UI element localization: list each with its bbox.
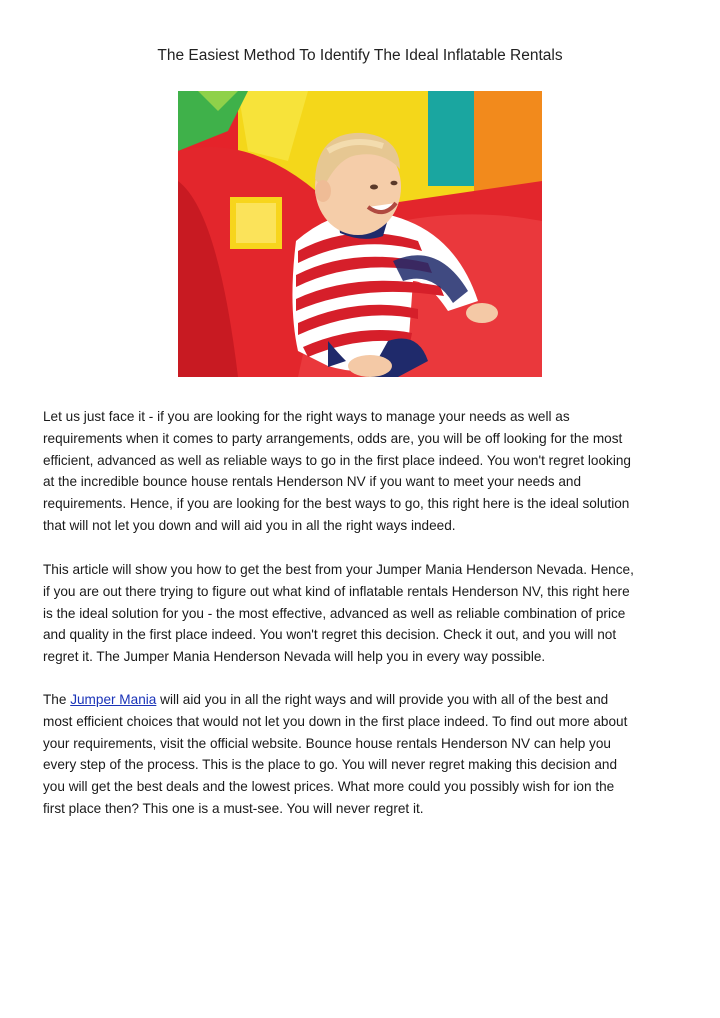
paragraph-text: The — [43, 692, 71, 707]
paragraph-line: that will not let you down and will aid you in all the right ways indeed. — [43, 517, 456, 533]
document-title: The Easiest Method To Identify The Ideal Inflatable Rentals — [157, 47, 563, 64]
paragraph-line: regret it. The Jumper Mania Henderson Nevada will help you in every way possible. — [43, 649, 546, 665]
paragraph-line: Let us just face it - if you are looking for the right ways to manage your needs as well as — [43, 409, 570, 424]
paragraph-line: if you are out there trying to figure out what kind of inflatable rentals Henderson NV, this right here — [43, 583, 630, 599]
paragraph-line: every step of the process. This is the place to go. You will never regret making this decision and — [43, 757, 618, 773]
paragraph-line: your requirements, visit the official website. Bounce house rentals Henderson NV can help you — [43, 735, 611, 751]
paragraph-line: This article will show you how to get the best from your Jumper Mania Henderson Nevada. Hence, — [43, 562, 634, 577]
paragraph-line: requirements when it comes to party arrangements, odds are, you will be off looking for the most — [43, 430, 623, 446]
paragraph-3 — [43, 689, 679, 820]
paragraph-line: at the incredible bounce house rentals Henderson NV if you want to meet your needs and — [43, 474, 582, 490]
paragraph-line: and quality in the first place indeed. You won't regret this decision. Check it out, and you will not — [43, 627, 617, 643]
paragraph-line: first place then? This one is a must-see. You will never regret it. — [43, 800, 424, 816]
paragraph-line: most efficient choices that would not let you down in the first place indeed. To find out more about — [43, 713, 628, 729]
paragraph-line — [43, 689, 679, 711]
paragraph-2 — [43, 559, 679, 668]
paragraph-1 — [43, 406, 679, 537]
paragraph-line: is the ideal solution for you - the most effective, advanced as well as reliable combination of price — [43, 605, 626, 621]
hero-photo — [178, 91, 542, 377]
paragraph-line: requirements. Hence, if you are looking for the best ways to go, this right here is the ideal solution — [43, 496, 630, 512]
paragraph-line: you will get the best deals and the lowest prices. What more could you possibly wish for ion the — [43, 779, 615, 795]
jumper-mania-link[interactable]: Jumper Mania — [70, 692, 157, 707]
paragraph-text: will aid you in all the right ways and will provide you with all of the best and — [156, 692, 609, 707]
paragraph-line: efficient, advanced as well as reliable ways to go in the first place indeed. You won't regret looking — [43, 452, 631, 468]
